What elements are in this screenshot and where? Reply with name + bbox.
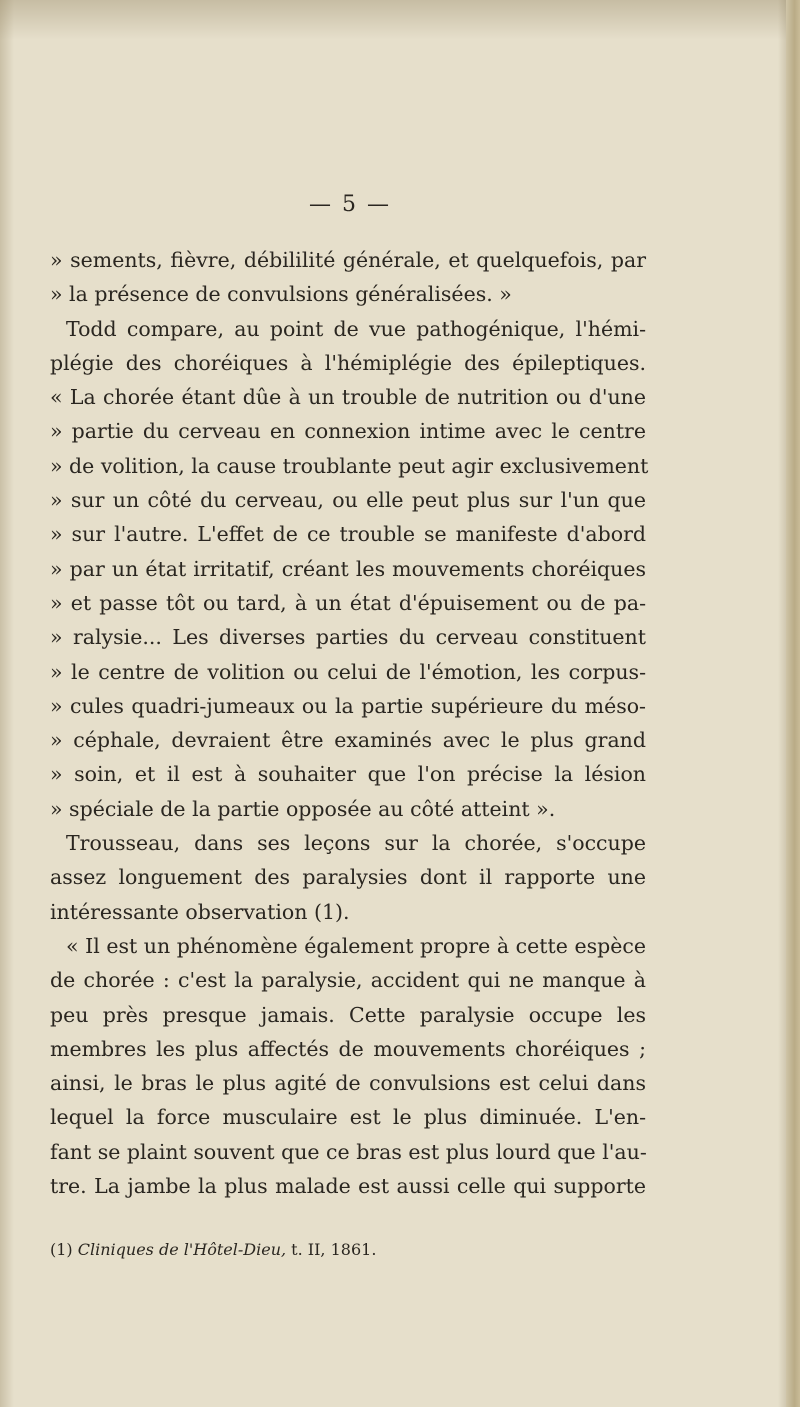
page-edge [786, 0, 800, 1407]
text-line: ainsi, le bras le plus agité de convulsions est celui dans [50, 1071, 646, 1096]
text-line: Trousseau, dans ses leçons sur la chorée, s'occupe [66, 831, 646, 856]
text-line: » sur un côté du cerveau, ou elle peut plus sur l'un que [50, 488, 646, 513]
text-line: peu près presque jamais. Cette paralysie occupe les [50, 1002, 646, 1027]
footnote-marker: (1) [50, 1240, 78, 1259]
text-line: » par un état irritatif, créant les mouvements choréiques [50, 556, 646, 581]
text-line: » le centre de volition ou celui de l'émotion, les corpus- [50, 659, 646, 684]
text-line: plégie des choréiques à l'hémiplégie des épileptiques. [50, 350, 646, 375]
text-line: » sur l'autre. L'effet de ce trouble se manifeste d'abord [50, 522, 646, 547]
text-line: Todd compare, au point de vue pathogénique, l'hémi- [66, 316, 646, 341]
text-line: tre. La jambe la plus malade est aussi celle qui supporte [50, 1174, 646, 1199]
text-line: assez longuement des paralysies dont il rapporte une [50, 865, 646, 890]
footnote-title: Cliniques de l'Hôtel-Dieu, [77, 1240, 287, 1259]
text-line: lequel la force musculaire est le plus diminuée. L'en- [50, 1105, 646, 1130]
text-line: » céphale, devraient être examinés avec le plus grand [50, 728, 646, 753]
text-line: membres les plus affectés de mouvements choréiques ; [50, 1036, 646, 1061]
text-line: « La chorée étant dûe à un trouble de nutrition ou d'une [50, 385, 646, 410]
text-line: » de volition, la cause troublante peut agir exclusivement [50, 453, 649, 478]
text-line: » et passe tôt ou tard, à un état d'épuisement ou de pa- [50, 590, 646, 615]
text-line: « Il est un phénomène également propre à cette espèce [66, 933, 646, 958]
text-line: » spéciale de la partie opposée au côté atteint ». [50, 796, 556, 821]
body-text [50, 243, 649, 1203]
text-line: » la présence de convulsions généralisées. » [50, 282, 512, 307]
footnote [50, 1240, 376, 1259]
text-line: » partie du cerveau en connexion intime avec le centre [50, 419, 646, 444]
text-line: de chorée : c'est la paralysie, accident qui ne manque à [50, 968, 646, 993]
text-line: » soin, et il est à souhaiter que l'on précise la lésion [50, 762, 646, 787]
page-number: — 5 — [309, 192, 391, 217]
text-line: » sements, fièvre, débililité générale, et quelquefois, par [50, 248, 646, 272]
text-line: » cules quadri-jumeaux ou la partie supérieure du méso- [50, 693, 646, 718]
text-line: intéressante observation (1). [50, 899, 350, 924]
text-line: fant se plaint souvent que ce bras est plus lourd que l'au- [50, 1139, 647, 1164]
text-line: » ralysie... Les diverses parties du cerveau constituent [50, 625, 646, 650]
footnote-rest: t. II, 1861. [286, 1240, 377, 1259]
